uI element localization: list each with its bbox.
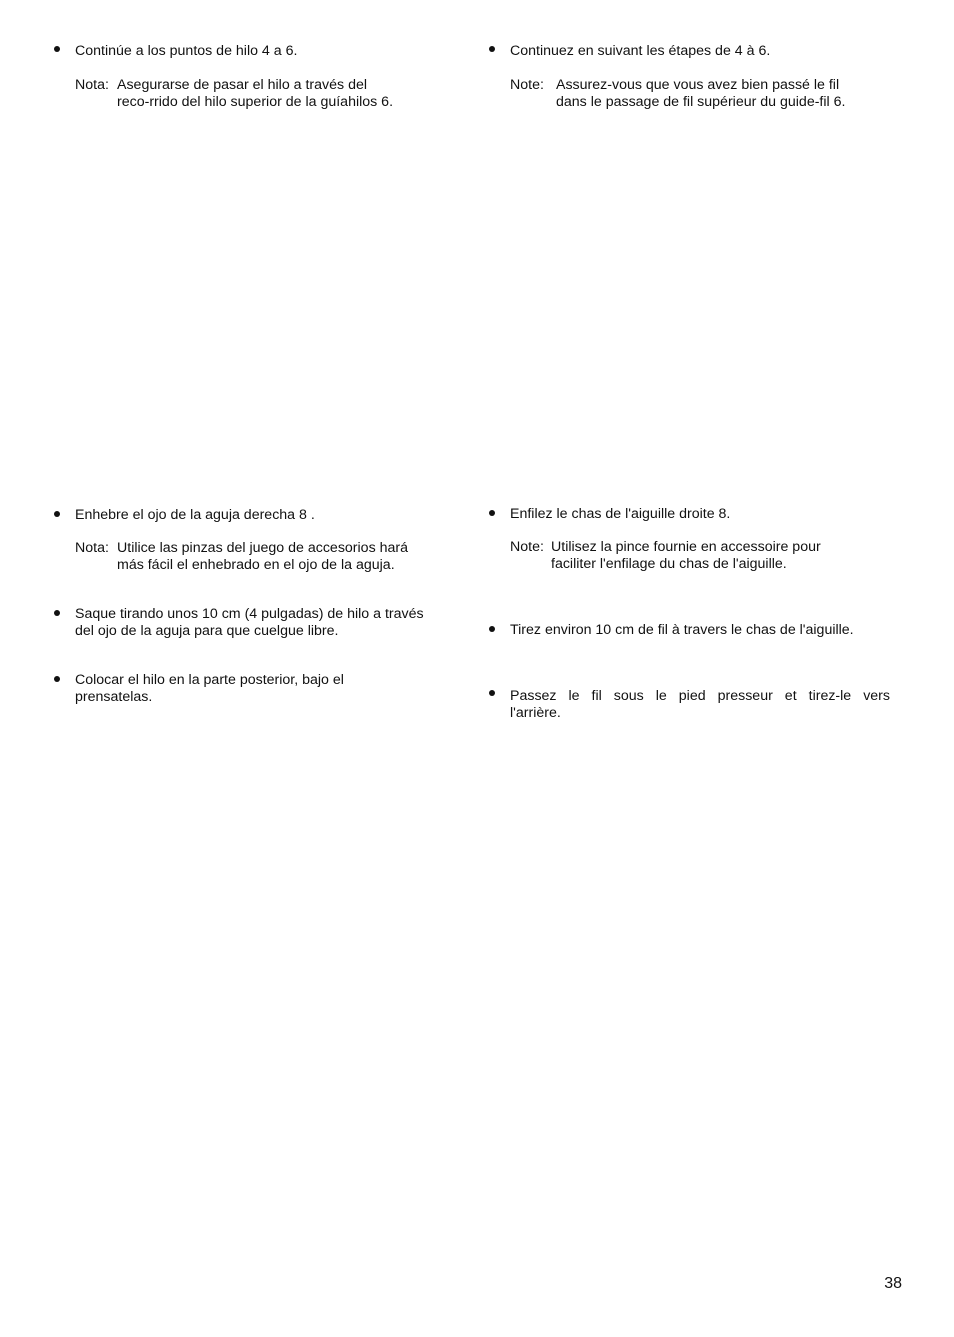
fr-step-thread-needle: Enfilez le chas de l'aiguille droite 8. [510, 506, 731, 522]
fr-note-line: Utilisez la pince fournie en accessoire pour [551, 539, 821, 555]
bullet-icon [489, 46, 495, 52]
bullet-icon [489, 690, 495, 696]
bullet-icon [54, 610, 60, 616]
es-step-pull-thread: Saque tirando unos 10 cm (4 pulgadas) de hilo a través [75, 606, 424, 622]
bullet-icon [54, 676, 60, 682]
page-number: 38 [884, 1275, 902, 1292]
fr-note-label: Note: [510, 77, 544, 93]
es-step-thread-needle: Enhebre el ojo de la aguja derecha 8 . [75, 507, 315, 523]
fr-note-line: faciliter l'enfilage du chas de l'aiguille. [551, 556, 787, 572]
fr-step-pull-thread: Tirez environ 10 cm de fil à travers le chas de l'aiguille. [510, 622, 854, 638]
fr-step-continue: Continuez en suivant les étapes de 4 à 6. [510, 43, 771, 59]
es-note-label: Nota: [75, 540, 109, 556]
bullet-icon [489, 510, 495, 516]
fr-note-line: dans le passage de fil supérieur du guide-fil 6. [556, 94, 846, 110]
es-note-line: Utilice las pinzas del juego de accesorios hará [117, 540, 409, 556]
bullet-icon [489, 626, 495, 632]
es-step-place-thread: prensatelas. [75, 689, 153, 705]
es-step-place-thread: Colocar el hilo en la parte posterior, bajo el [75, 672, 344, 688]
fr-step-place-thread: l'arrière. [510, 705, 561, 721]
fr-step-place-thread: Passez le fil sous le pied presseur et tirez-le vers [510, 688, 890, 704]
es-note-line: más fácil el enhebrado en el ojo de la aguja. [117, 557, 395, 573]
es-step-continue: Continúe a los puntos de hilo 4 a 6. [75, 43, 298, 59]
es-note-line: Asegurarse de pasar el hilo a través del [117, 77, 367, 93]
es-step-pull-thread: del ojo de la aguja para que cuelgue libre. [75, 623, 339, 639]
fr-note-label: Note: [510, 539, 544, 555]
fr-note-line: Assurez-vous que vous avez bien passé le fil [556, 77, 840, 93]
bullet-icon [54, 46, 60, 52]
es-note-label: Nota: [75, 77, 109, 93]
bullet-icon [54, 511, 60, 517]
es-note-line: reco-rrido del hilo superior de la guíahilos 6. [117, 94, 394, 110]
